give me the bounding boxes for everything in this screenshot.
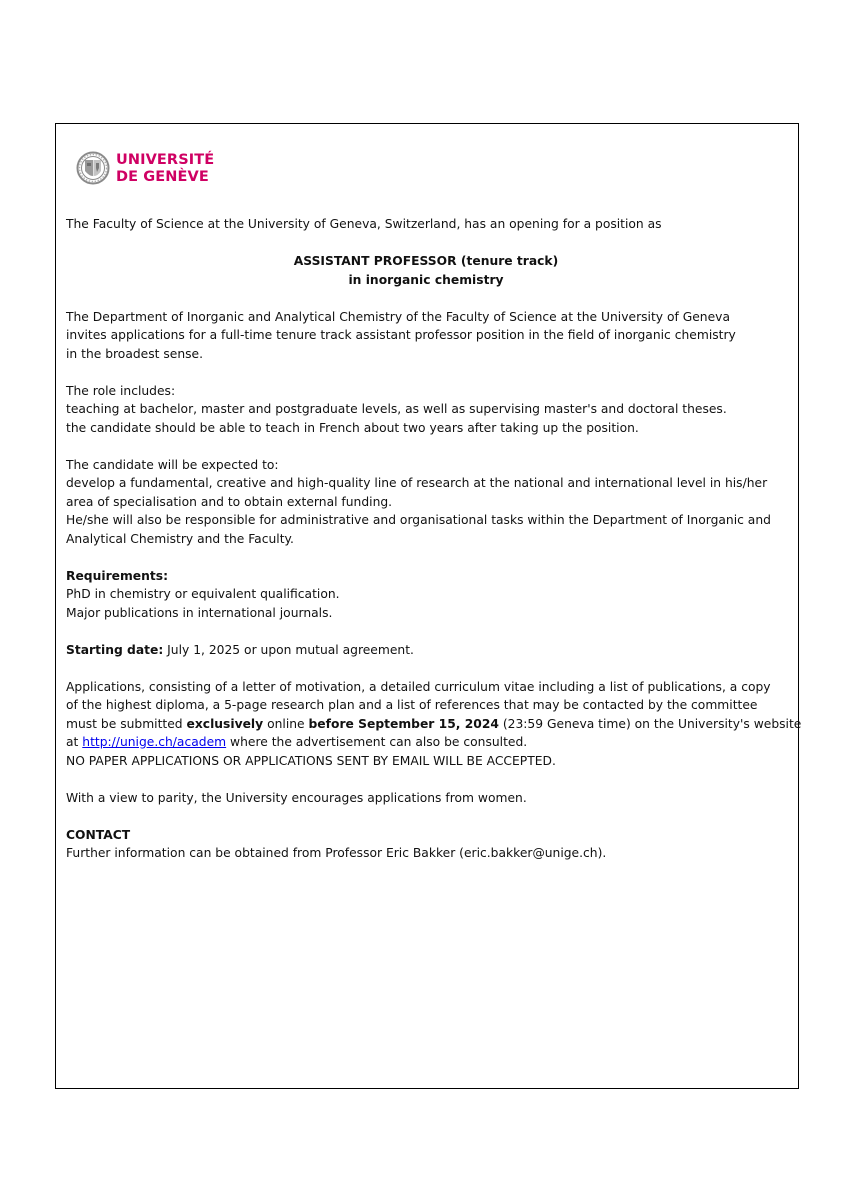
- no-paper-notice: NO PAPER APPLICATIONS OR APPLICATIONS SENT BY EMAIL WILL BE ACCEPTED.: [66, 753, 556, 768]
- application-portal-link[interactable]: http://unige.ch/academ: [82, 735, 227, 749]
- role-heading: The role includes:: [66, 383, 176, 398]
- deadline-text: before September 15, 2024: [308, 716, 499, 731]
- requirements-heading: Requirements:: [66, 568, 169, 583]
- contact-heading: CONTACT: [66, 827, 131, 842]
- description-line: invites applications for a full-time tenure track assistant professor position in the field of inorganic chemistry: [66, 328, 736, 342]
- logo-text-line2: DE GENÈVE: [116, 169, 209, 185]
- applications-link-line: [66, 733, 806, 752]
- text-span: where the advertisement can also be consulted.: [226, 735, 528, 749]
- expectations-line: area of specialisation and to obtain external funding.: [66, 494, 393, 509]
- exclusively-text: exclusively: [186, 716, 264, 731]
- text-span: online: [263, 716, 309, 731]
- university-seal-icon: [76, 151, 110, 185]
- applications-line: Applications, consisting of a letter of motivation, a detailed curriculum vitae including a list of publications, a copy: [66, 679, 771, 694]
- position-title: ASSISTANT PROFESSOR (tenure track): [293, 254, 559, 268]
- role-item: teaching at bachelor, master and postgraduate levels, as well as supervising master's and doctoral theses.: [66, 402, 727, 416]
- job-advertisement-body: [66, 215, 806, 863]
- requirements-item: PhD in chemistry or equivalent qualification.: [66, 587, 340, 601]
- text-span: must be submitted: [66, 716, 187, 731]
- expectations-line: develop a fundamental, creative and high-quality line of research at the national and international level in his/her: [66, 476, 768, 490]
- applications-line: of the highest diploma, a 5-page research plan and a list of references that may be contacted by the committee: [66, 698, 758, 712]
- applications-deadline-line: [66, 715, 806, 734]
- position-field: in inorganic chemistry: [348, 272, 504, 287]
- text-span: at: [66, 735, 83, 749]
- contact-text: Further information can be obtained from Professor Eric Bakker (eric.bakker@unige.ch).: [66, 846, 607, 860]
- expectations-line: Analytical Chemistry and the Faculty.: [66, 531, 294, 546]
- requirements-item: Major publications in international journals.: [66, 605, 333, 620]
- description-line: in the broadest sense.: [66, 346, 204, 361]
- logo-text-line1: UNIVERSITÉ: [116, 152, 215, 168]
- parity-statement: With a view to parity, the University encourages applications from women.: [66, 790, 527, 805]
- description-line: The Department of Inorganic and Analytical Chemistry of the Faculty of Science at the University of Geneva: [66, 309, 730, 324]
- role-item: the candidate should be able to teach in French about two years after taking up the position.: [66, 420, 639, 435]
- expectations-line: He/she will also be responsible for administrative and organisational tasks within the Department of Inorganic and: [66, 513, 771, 527]
- starting-date: [66, 641, 806, 660]
- text-span: (23:59 Geneva time) on the University's website: [498, 716, 802, 731]
- document-frame: [55, 123, 802, 1089]
- intro-paragraph: The Faculty of Science at the University of Geneva, Switzerland, has an opening for a position as: [66, 217, 662, 231]
- starting-date-label: Starting date:: [66, 642, 164, 657]
- starting-date-value: July 1, 2025 or upon mutual agreement.: [163, 642, 414, 657]
- expectations-heading: The candidate will be expected to:: [66, 457, 279, 472]
